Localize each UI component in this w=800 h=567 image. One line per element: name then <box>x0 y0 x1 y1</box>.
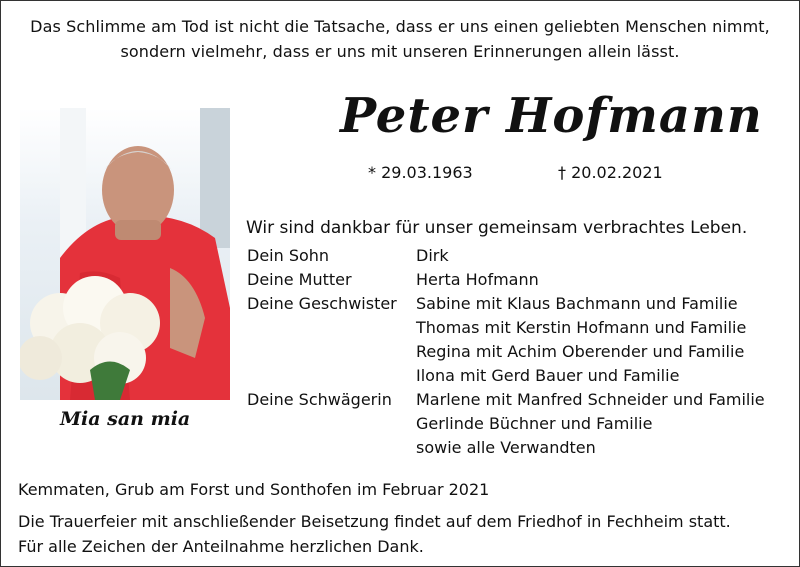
portrait-photo <box>20 108 230 400</box>
relative-row-mother <box>247 268 797 292</box>
relative-row-sister-in-law <box>247 388 797 460</box>
funeral-line-1: Die Trauerfeier mit anschließender Beisetzung findet auf dem Friedhof in Fechheim statt. <box>18 512 731 531</box>
relative-name: Gerlinde Büchner und Familie <box>416 414 653 433</box>
relative-label: Deine Mutter <box>247 270 352 289</box>
relative-row-siblings <box>247 292 797 388</box>
relative-name: Marlene mit Manfred Schneider und Familie <box>416 390 765 409</box>
relative-label: Deine Geschwister <box>247 294 397 313</box>
relative-label: Dein Sohn <box>247 246 330 265</box>
relative-name: Herta Hofmann <box>416 270 539 289</box>
deceased-name: Peter Hofmann <box>340 88 763 144</box>
relatives-list <box>247 244 797 460</box>
relative-name: Sabine mit Klaus Bachmann und Familie <box>416 294 738 313</box>
neck <box>115 220 161 240</box>
relative-name: Ilona mit Gerd Bauer und Familie <box>416 366 680 385</box>
relative-name: Dirk <box>416 246 449 265</box>
birth-date: * 29.03.1963 <box>368 163 473 182</box>
relative-label: Deine Schwägerin <box>247 390 392 409</box>
quote-line-2: sondern vielmehr, dass er uns mit unseren Erinnerungen allein lässt. <box>120 42 680 61</box>
photo-caption: Mia san mia <box>60 408 191 430</box>
thanks-intro: Wir sind dankbar für unser gemeinsam verbrachtes Leben. <box>246 218 748 238</box>
relative-name: sowie alle Verwandten <box>416 438 596 457</box>
relative-name: Thomas mit Kerstin Hofmann und Familie <box>416 318 747 337</box>
quote-line-1: Das Schlimme am Tod ist nicht die Tatsache, dass er uns einen geliebten Menschen nimmt, <box>30 17 770 36</box>
funeral-line-2: Für alle Zeichen der Anteilnahme herzlichen Dank. <box>18 537 424 556</box>
portrait-illustration <box>20 108 230 400</box>
relative-row-son <box>247 244 797 268</box>
death-date: † 20.02.2021 <box>558 163 663 182</box>
memorial-quote <box>0 14 800 64</box>
relative-name: Regina mit Achim Oberender und Familie <box>416 342 745 361</box>
background-wall <box>200 108 230 248</box>
funeral-info <box>18 509 731 559</box>
place-and-date: Kemmaten, Grub am Forst und Sonthofen im Februar 2021 <box>18 480 490 499</box>
